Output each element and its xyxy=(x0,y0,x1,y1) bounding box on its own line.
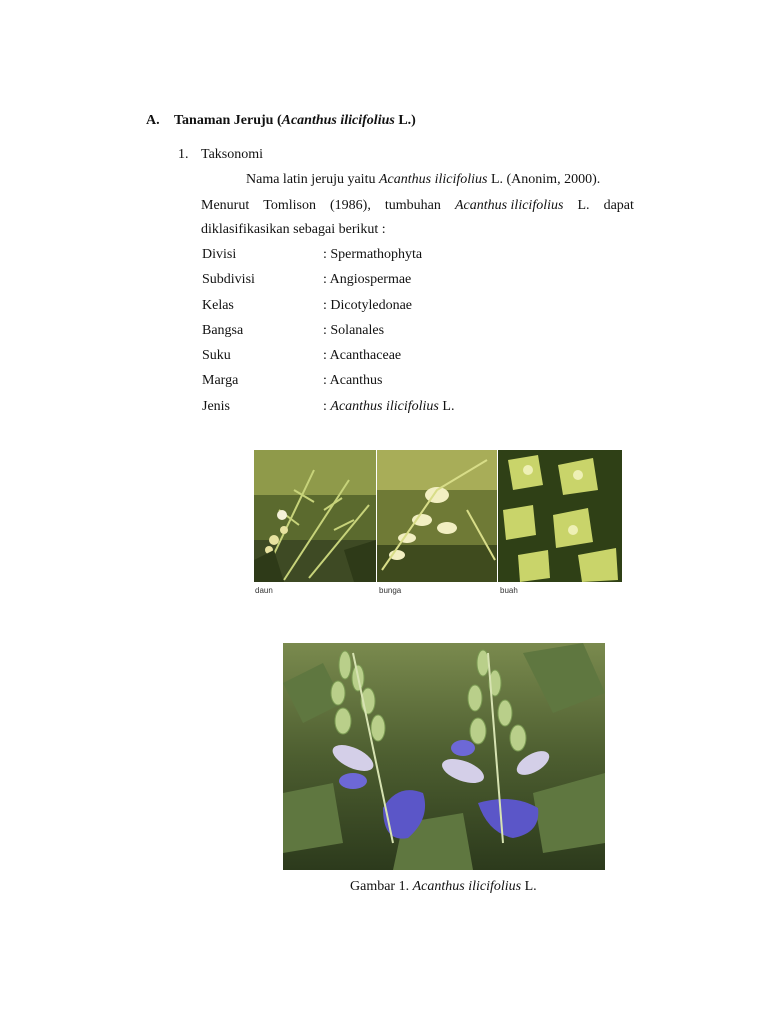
paragraph-word: (1986), xyxy=(330,198,371,213)
heading-text: Tanaman Jeruju ( xyxy=(174,113,282,128)
taxonomy-rank: Marga xyxy=(202,373,239,389)
heading-species: Acanthus ilicifolius xyxy=(281,113,395,128)
paragraph-word: tumbuhan xyxy=(384,198,441,213)
taxonomy-row xyxy=(202,372,502,397)
taxonomy-rank: Suku xyxy=(202,348,231,364)
taxonomy-rank: Divisi xyxy=(202,247,237,262)
taxonomy-value: : Acanthus ilicifolius L. xyxy=(323,398,455,414)
photo-label-daun: daun xyxy=(255,586,273,595)
paragraph-citation: L. (Anonim, 2000). xyxy=(487,172,601,187)
acanthus-flower-photo xyxy=(283,643,605,870)
paragraph-line-1 xyxy=(246,171,600,189)
paragraph-species: Acanthus ilicifolius xyxy=(378,172,488,187)
photo-label-bunga: bunga xyxy=(379,586,402,595)
paragraph-species: Acanthus ilicifolius xyxy=(454,198,564,213)
taxonomy-value: : Acanthus xyxy=(323,373,383,389)
flower-photo xyxy=(377,450,497,582)
paragraph-word: Tomlison xyxy=(263,198,316,213)
section-title: Taksonomi xyxy=(201,147,264,162)
taxonomy-row xyxy=(202,246,502,271)
section-number: 1. xyxy=(178,147,189,162)
figure-caption xyxy=(350,878,537,896)
taxonomy-rank: Kelas xyxy=(202,297,234,313)
taxonomy-value: : Spermathophyta xyxy=(323,247,423,262)
taxonomy-row xyxy=(202,322,502,347)
heading-marker: A. xyxy=(146,113,160,128)
paragraph-word: dapat xyxy=(603,198,634,213)
paragraph-text: Nama latin jeruju yaitu xyxy=(246,172,379,187)
leaf-photo xyxy=(254,450,376,582)
caption-label: Gambar 1. xyxy=(350,879,413,894)
taxonomy-rank: Bangsa xyxy=(202,322,244,338)
taxonomy-value: : Acanthaceae xyxy=(323,348,402,364)
caption-author: L. xyxy=(521,879,537,894)
paragraph-word: Menurut xyxy=(201,198,250,213)
paragraph-word: L. xyxy=(577,198,590,213)
taxonomy-table xyxy=(202,246,502,423)
page-heading xyxy=(174,112,416,130)
taxonomy-row xyxy=(202,271,502,296)
taxonomy-rank: Subdivisi xyxy=(202,272,255,288)
paragraph-line-3: diklasifikasikan sebagai berikut : xyxy=(201,222,386,237)
taxonomy-row xyxy=(202,297,502,322)
paragraph-line-2 xyxy=(201,197,634,215)
caption-species: Acanthus ilicifolius xyxy=(412,879,522,894)
fruit-photo xyxy=(498,450,622,582)
taxonomy-row xyxy=(202,347,502,372)
taxonomy-rank: Jenis xyxy=(202,398,230,414)
photo-label-buah: buah xyxy=(500,586,518,595)
taxonomy-value: : Solanales xyxy=(323,322,385,338)
heading-author: L.) xyxy=(394,113,416,128)
taxonomy-value: : Angiospermae xyxy=(323,272,412,288)
taxonomy-row xyxy=(202,398,502,423)
taxonomy-value: : Dicotyledonae xyxy=(323,297,413,313)
